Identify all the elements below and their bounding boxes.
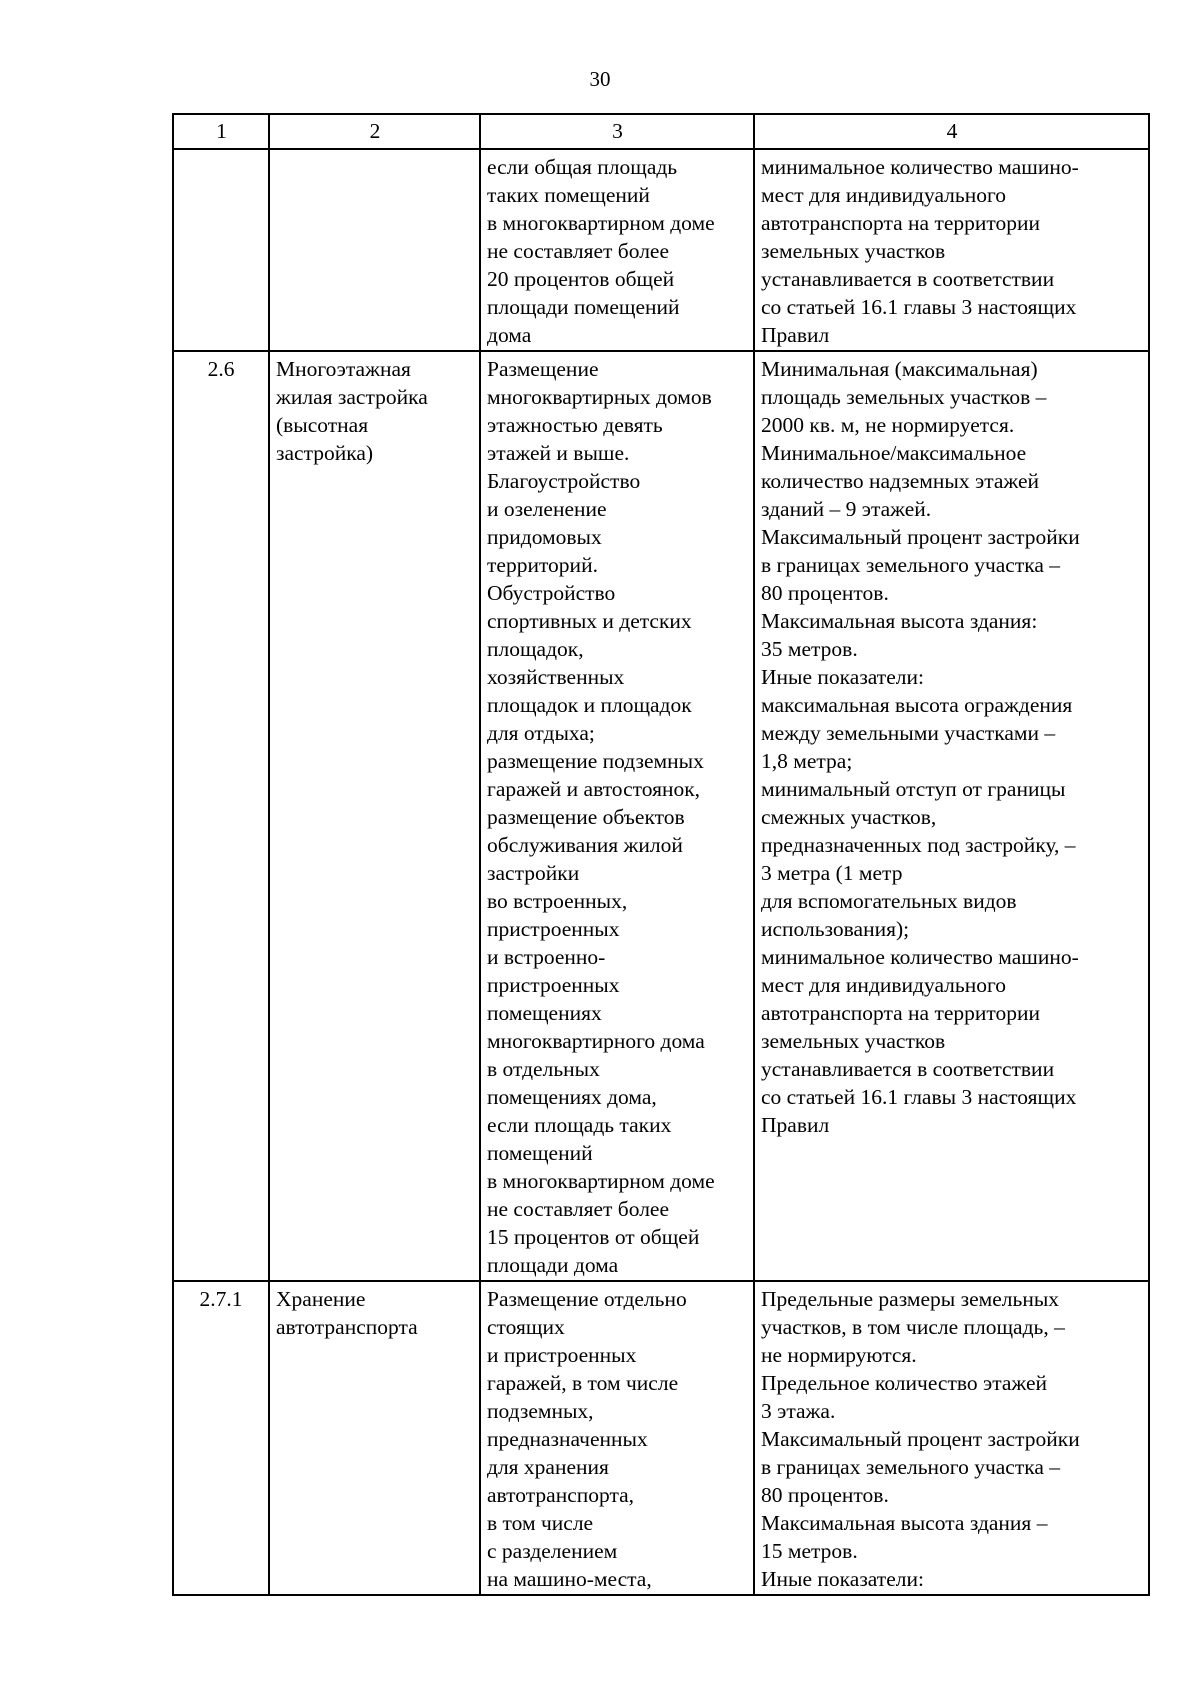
row-parameters: минимальное количество машино- мест для индивидуального автотранспорта на территории земельных участков устанавливается в соответствии со статьей 16.1 главы 3 настоящих Правил	[754, 149, 1149, 351]
header-col-1: 1	[173, 114, 269, 149]
row-code	[173, 149, 269, 351]
row-description: Размещение многоквартирных домов этажностью девять этажей и выше. Благоустройство и озеленение придомовых территорий. Обустройство спортивных и детских площадок, хозяйственных площадок и площадок для отдыха; размещение подземных гаражей и автостоянок, размещение объектов обслуживания жилой застройки во встроенных, пристроенных и встроенно- пристроенных помещениях многоквартирного дома в отдельных помещениях дома, если площадь таких помещений в многоквартирном доме не составляет более 15 процентов от общей площади дома	[480, 351, 754, 1281]
header-col-2: 2	[269, 114, 480, 149]
row-parameters: Минимальная (максимальная) площадь земельных участков – 2000 кв. м, не нормируется. Минимальное/максимальное количество надземных этажей зданий – 9 этажей. Максимальный процент застройки в границах земельного участка – 80 процентов. Максимальная высота здания: 35 метров. Иные показатели: максимальная высота ограждения между земельными участками – 1,8 метра; минимальный отступ от границы смежных участков, предназначенных под застройку, – 3 метра (1 метр для вспомогательных видов использования); минимальное количество машино- мест для индивидуального автотранспорта на территории земельных участков устанавливается в соответствии со статьей 16.1 главы 3 настоящих Правил	[754, 351, 1149, 1281]
header-col-3: 3	[480, 114, 754, 149]
row-code: 2.7.1	[173, 1281, 269, 1595]
row-description: если общая площадь таких помещений в многоквартирном доме не составляет более 20 процентов общей площади помещений дома	[480, 149, 754, 351]
row-name: Хранение автотранспорта	[269, 1281, 480, 1595]
table-row	[173, 149, 1149, 351]
zoning-table	[172, 113, 1150, 1596]
row-description: Размещение отдельно стоящих и пристроенных гаражей, в том числе подземных, предназначенных для хранения автотранспорта, в том числе с разделением на машино-места,	[480, 1281, 754, 1595]
table-row	[173, 1281, 1149, 1595]
table-body	[173, 149, 1149, 1595]
table-header	[173, 114, 1149, 149]
row-name	[269, 149, 480, 351]
table-row	[173, 351, 1149, 1281]
row-code: 2.6	[173, 351, 269, 1281]
header-col-4: 4	[754, 114, 1149, 149]
header-row	[173, 114, 1149, 149]
row-parameters: Предельные размеры земельных участков, в том числе площадь, – не нормируются. Предельное количество этажей 3 этажа. Максимальный процент застройки в границах земельного участка – 80 процентов. Максимальная высота здания – 15 метров. Иные показатели:	[754, 1281, 1149, 1595]
page-number: 30	[589, 67, 611, 91]
row-name: Многоэтажная жилая застройка (высотная застройка)	[269, 351, 480, 1281]
